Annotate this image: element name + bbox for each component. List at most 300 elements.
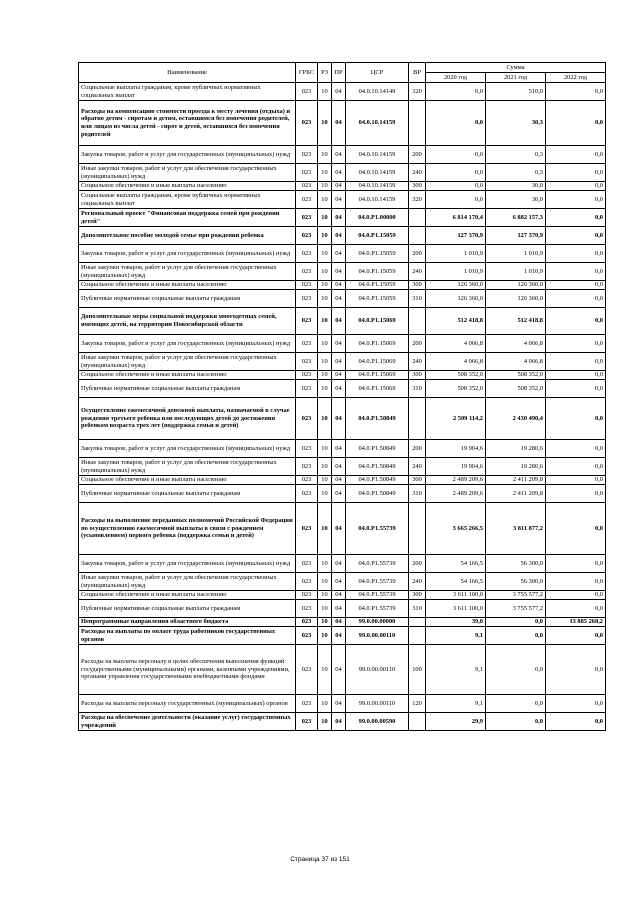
header-rz: РЗ (318, 63, 332, 83)
cell-grbs: 023 (296, 618, 318, 627)
cell-2022: 0,0 (546, 627, 606, 645)
cell-pr: 04 (332, 476, 346, 485)
table-row (79, 101, 606, 146)
cell-vr (409, 627, 426, 645)
cell-rz: 10 (318, 191, 332, 209)
cell-vr: 300 (409, 281, 426, 290)
header-year-2020: 2020 год (426, 73, 486, 83)
cell-vr (409, 308, 426, 335)
cell-2021: 3 755 577,2 (486, 600, 546, 618)
cell-2022: 0,0 (546, 695, 606, 713)
table-row (79, 164, 606, 182)
cell-grbs: 023 (296, 555, 318, 573)
cell-csr: 04.0.P1.55739 (346, 573, 409, 591)
table-row (79, 281, 606, 290)
cell-2021: 0,0 (486, 713, 546, 731)
cell-2022: 0,0 (546, 182, 606, 191)
cell-vr: 310 (409, 485, 426, 503)
header-csr: ЦСР (346, 63, 409, 83)
cell-csr: 04.0.10.14159 (346, 191, 409, 209)
cell-csr: 04.0.P1.15059 (346, 290, 409, 308)
cell-2021: 1 010,9 (486, 245, 546, 263)
table-row (79, 713, 606, 731)
cell-pr: 04 (332, 101, 346, 146)
cell-rz: 10 (318, 591, 332, 600)
table-row (79, 182, 606, 191)
cell-2020: 127 370,9 (426, 227, 486, 245)
cell-2020: 9,1 (426, 695, 486, 713)
cell-2021: 0,0 (486, 618, 546, 627)
cell-rz: 10 (318, 101, 332, 146)
cell-csr: 04.0.P1.15069 (346, 371, 409, 380)
cell-rz: 10 (318, 573, 332, 591)
cell-grbs: 023 (296, 645, 318, 695)
cell-pr: 04 (332, 573, 346, 591)
cell-rz: 10 (318, 371, 332, 380)
cell-csr: 04.0.P1.55739 (346, 555, 409, 573)
table-row (79, 476, 606, 485)
cell-name: Осуществление ежемесячной денежной выплаты, назначаемой в случае рождения третьего ребенка или последующих детей до достижения ребенком возраста трех лет (поддержка семьи и детей) (79, 398, 296, 440)
cell-rz: 10 (318, 713, 332, 731)
table-row (79, 308, 606, 335)
cell-2020: 0,0 (426, 191, 486, 209)
cell-pr: 04 (332, 353, 346, 371)
cell-pr: 04 (332, 290, 346, 308)
cell-grbs: 023 (296, 380, 318, 398)
cell-name: Дополнительные меры социальной поддержки многодетных семей, имеющих детей, на территории Новосибирской области (79, 308, 296, 335)
cell-name: Закупка товаров, работ и услуг для государственных (муниципальных) нужд (79, 335, 296, 353)
cell-pr: 04 (332, 600, 346, 618)
page-number: Страница 37 из 151 (290, 856, 350, 863)
cell-2022: 0,0 (546, 146, 606, 164)
cell-rz: 10 (318, 398, 332, 440)
cell-name: Закупка товаров, работ и услуг для государственных (муниципальных) нужд (79, 146, 296, 164)
cell-name: Закупка товаров, работ и услуг для государственных (муниципальных) нужд (79, 440, 296, 458)
cell-2022: 0,0 (546, 263, 606, 281)
cell-pr: 04 (332, 146, 346, 164)
cell-2020: 39,0 (426, 618, 486, 627)
table-row (79, 83, 606, 101)
cell-name: Иные закупки товаров, работ и услуг для обеспечения государственных (муниципальных) нужд (79, 573, 296, 591)
table-row (79, 398, 606, 440)
cell-2021: 508 352,0 (486, 371, 546, 380)
cell-csr: 04.0.P1.15069 (346, 380, 409, 398)
table-row (79, 485, 606, 503)
cell-rz: 10 (318, 600, 332, 618)
cell-grbs: 023 (296, 263, 318, 281)
cell-pr: 04 (332, 695, 346, 713)
cell-2020: 2 509 114,2 (426, 398, 486, 440)
cell-csr: 04.0.10.14159 (346, 101, 409, 146)
cell-2021: 3 811 877,2 (486, 503, 546, 555)
cell-rz: 10 (318, 335, 332, 353)
header-year-2021: 2021 год (486, 73, 546, 83)
table-row (79, 227, 606, 245)
cell-csr: 99.0.00.00110 (346, 627, 409, 645)
cell-csr: 04.0.P1.50849 (346, 476, 409, 485)
cell-2022: 0,0 (546, 591, 606, 600)
cell-grbs: 023 (296, 83, 318, 101)
cell-2020: 1 010,9 (426, 263, 486, 281)
cell-2020: 6 814 170,4 (426, 209, 486, 227)
cell-name: Иные закупки товаров, работ и услуг для обеспечения государственных (муниципальных) нужд (79, 164, 296, 182)
cell-2021: 2 411 209,8 (486, 485, 546, 503)
cell-2021: 30,0 (486, 191, 546, 209)
cell-pr: 04 (332, 245, 346, 263)
cell-grbs: 023 (296, 290, 318, 308)
cell-grbs: 023 (296, 371, 318, 380)
cell-pr: 04 (332, 308, 346, 335)
cell-rz: 10 (318, 308, 332, 335)
cell-2022: 0,0 (546, 485, 606, 503)
table-row (79, 458, 606, 476)
cell-rz: 10 (318, 627, 332, 645)
cell-grbs: 023 (296, 164, 318, 182)
cell-2022: 0,0 (546, 555, 606, 573)
table-row (79, 146, 606, 164)
cell-pr: 04 (332, 440, 346, 458)
cell-grbs: 023 (296, 458, 318, 476)
table-row (79, 645, 606, 695)
cell-vr: 240 (409, 164, 426, 182)
cell-2020: 2 489 209,6 (426, 485, 486, 503)
cell-rz: 10 (318, 440, 332, 458)
cell-2022: 0,0 (546, 101, 606, 146)
cell-vr: 240 (409, 353, 426, 371)
cell-name: Дополнительное пособие молодой семье при рождении ребенка (79, 227, 296, 245)
cell-grbs: 023 (296, 308, 318, 335)
cell-pr: 04 (332, 227, 346, 245)
header-name: Наименование (79, 63, 296, 83)
cell-rz: 10 (318, 485, 332, 503)
cell-pr: 04 (332, 618, 346, 627)
cell-2021: 126 360,0 (486, 290, 546, 308)
cell-2021: 19 280,6 (486, 458, 546, 476)
cell-vr (409, 209, 426, 227)
cell-vr: 200 (409, 245, 426, 263)
cell-csr: 99.0.00.00590 (346, 713, 409, 731)
cell-2022: 0,0 (546, 645, 606, 695)
cell-2020: 512 418,8 (426, 308, 486, 335)
table-row (79, 371, 606, 380)
cell-2022: 0,0 (546, 83, 606, 101)
cell-vr: 300 (409, 476, 426, 485)
cell-pr: 04 (332, 281, 346, 290)
cell-csr: 04.0.P1.50849 (346, 440, 409, 458)
cell-grbs: 023 (296, 182, 318, 191)
cell-pr: 04 (332, 335, 346, 353)
cell-2021: 6 882 157,3 (486, 209, 546, 227)
cell-2021: 126 360,0 (486, 281, 546, 290)
table-row (79, 380, 606, 398)
cell-pr: 04 (332, 713, 346, 731)
cell-name: Социальные выплаты гражданам, кроме публичных нормативных социальных выплат (79, 83, 296, 101)
cell-csr: 04.0.P1.15059 (346, 281, 409, 290)
cell-2021: 30,0 (486, 182, 546, 191)
cell-pr: 04 (332, 398, 346, 440)
cell-name: Расходы на выполнение переданных полномочий Российской Федерации по осуществлению ежемесячной выплаты в связи с рождением (усыновлением) первого ребенка (поддержка семьи и детей) (79, 503, 296, 555)
cell-vr: 300 (409, 591, 426, 600)
cell-2022: 0,0 (546, 209, 606, 227)
cell-rz: 10 (318, 164, 332, 182)
cell-grbs: 023 (296, 209, 318, 227)
cell-rz: 10 (318, 182, 332, 191)
cell-name: Расходы на выплаты по оплате труда работников государственных органов (79, 627, 296, 645)
cell-pr: 04 (332, 591, 346, 600)
cell-vr: 200 (409, 146, 426, 164)
cell-2022: 0,0 (546, 371, 606, 380)
table-row (79, 263, 606, 281)
cell-name: Социальные выплаты гражданам, кроме публичных нормативных социальных выплат (79, 191, 296, 209)
cell-2021: 0,3 (486, 164, 546, 182)
cell-grbs: 023 (296, 227, 318, 245)
cell-csr: 04.0.P1.00000 (346, 209, 409, 227)
cell-name: Публичные нормативные социальные выплаты гражданам (79, 290, 296, 308)
cell-pr: 04 (332, 164, 346, 182)
cell-2022: 0,0 (546, 245, 606, 263)
cell-name: Иные закупки товаров, работ и услуг для обеспечения государственных (муниципальных) нужд (79, 263, 296, 281)
cell-2022: 0,0 (546, 227, 606, 245)
cell-2022: 0,0 (546, 191, 606, 209)
cell-csr: 04.0.P1.55739 (346, 600, 409, 618)
cell-vr (409, 503, 426, 555)
table-row (79, 591, 606, 600)
cell-vr: 300 (409, 371, 426, 380)
table-row (79, 503, 606, 555)
cell-grbs: 023 (296, 191, 318, 209)
cell-vr: 320 (409, 191, 426, 209)
cell-2021: 19 280,6 (486, 440, 546, 458)
cell-rz: 10 (318, 476, 332, 485)
cell-grbs: 023 (296, 503, 318, 555)
table-header (79, 63, 606, 83)
cell-2022: 0,0 (546, 380, 606, 398)
cell-pr: 04 (332, 503, 346, 555)
cell-pr: 04 (332, 83, 346, 101)
cell-csr: 04.0.10.14149 (346, 83, 409, 101)
cell-csr: 04.0.10.14159 (346, 182, 409, 191)
header-year-2022: 2022 год (546, 73, 606, 83)
cell-pr: 04 (332, 263, 346, 281)
cell-rz: 10 (318, 263, 332, 281)
cell-2021: 510,0 (486, 83, 546, 101)
cell-vr: 200 (409, 440, 426, 458)
cell-2022: 0,0 (546, 281, 606, 290)
table-row (79, 440, 606, 458)
cell-2020: 4 066,8 (426, 353, 486, 371)
cell-rz: 10 (318, 645, 332, 695)
cell-2022: 0,0 (546, 476, 606, 485)
cell-pr: 04 (332, 371, 346, 380)
cell-rz: 10 (318, 503, 332, 555)
cell-2020: 3 665 266,5 (426, 503, 486, 555)
cell-vr (409, 398, 426, 440)
cell-rz: 10 (318, 227, 332, 245)
cell-2021: 0,3 (486, 146, 546, 164)
cell-grbs: 023 (296, 485, 318, 503)
cell-csr: 04.0.P1.50849 (346, 398, 409, 440)
cell-2022: 0,0 (546, 458, 606, 476)
table-row (79, 695, 606, 713)
cell-grbs: 023 (296, 600, 318, 618)
cell-2020: 4 066,8 (426, 335, 486, 353)
cell-2022: 0,0 (546, 600, 606, 618)
cell-vr: 240 (409, 458, 426, 476)
cell-vr: 300 (409, 182, 426, 191)
table-row (79, 245, 606, 263)
cell-grbs: 023 (296, 353, 318, 371)
cell-2021: 508 352,0 (486, 380, 546, 398)
cell-csr: 99.0.00.00110 (346, 695, 409, 713)
cell-rz: 10 (318, 555, 332, 573)
cell-2022: 0,0 (546, 503, 606, 555)
cell-name: Закупка товаров, работ и услуг для государственных (муниципальных) нужд (79, 555, 296, 573)
cell-vr: 310 (409, 600, 426, 618)
cell-2020: 2 489 209,6 (426, 476, 486, 485)
cell-vr: 200 (409, 335, 426, 353)
cell-rz: 10 (318, 695, 332, 713)
cell-pr: 04 (332, 627, 346, 645)
cell-2022: 13 885 268,2 (546, 618, 606, 627)
cell-name: Иные закупки товаров, работ и услуг для обеспечения государственных (муниципальных) нужд (79, 458, 296, 476)
cell-name: Публичные нормативные социальные выплаты гражданам (79, 600, 296, 618)
cell-2020: 0,0 (426, 182, 486, 191)
cell-2021: 0,0 (486, 645, 546, 695)
cell-csr: 99.0.00.00110 (346, 645, 409, 695)
cell-grbs: 023 (296, 573, 318, 591)
cell-vr: 320 (409, 83, 426, 101)
cell-2020: 0,0 (426, 146, 486, 164)
table-row (79, 353, 606, 371)
cell-2021: 2 411 209,8 (486, 476, 546, 485)
cell-2021: 3 755 577,2 (486, 591, 546, 600)
cell-grbs: 023 (296, 695, 318, 713)
table-row (79, 555, 606, 573)
cell-pr: 04 (332, 458, 346, 476)
cell-grbs: 023 (296, 627, 318, 645)
cell-2022: 0,0 (546, 335, 606, 353)
cell-csr: 04.0.10.14159 (346, 164, 409, 182)
cell-rz: 10 (318, 458, 332, 476)
cell-pr: 04 (332, 555, 346, 573)
table-row (79, 618, 606, 627)
cell-2020: 19 904,6 (426, 440, 486, 458)
cell-2021: 0,0 (486, 695, 546, 713)
cell-vr (409, 227, 426, 245)
cell-grbs: 023 (296, 245, 318, 263)
cell-pr: 04 (332, 645, 346, 695)
cell-2022: 0,0 (546, 398, 606, 440)
cell-csr: 99.0.00.00000 (346, 618, 409, 627)
cell-pr: 04 (332, 209, 346, 227)
cell-pr: 04 (332, 191, 346, 209)
table-row (79, 573, 606, 591)
cell-2020: 0,0 (426, 164, 486, 182)
cell-2022: 0,0 (546, 290, 606, 308)
cell-2022: 0,0 (546, 308, 606, 335)
cell-rz: 10 (318, 380, 332, 398)
cell-pr: 04 (332, 485, 346, 503)
cell-vr: 240 (409, 263, 426, 281)
cell-2022: 0,0 (546, 573, 606, 591)
cell-vr (409, 618, 426, 627)
cell-2021: 127 370,9 (486, 227, 546, 245)
header-vr: ВР (409, 63, 426, 83)
cell-rz: 10 (318, 83, 332, 101)
cell-2021: 56 300,0 (486, 555, 546, 573)
table-row (79, 209, 606, 227)
cell-vr: 310 (409, 290, 426, 308)
cell-2020: 1 010,9 (426, 245, 486, 263)
cell-name: Социальное обеспечение и иные выплаты населению (79, 371, 296, 380)
cell-2020: 0,0 (426, 101, 486, 146)
cell-name: Публичные нормативные социальные выплаты гражданам (79, 380, 296, 398)
cell-grbs: 023 (296, 101, 318, 146)
header-grbs: ГРБС (296, 63, 318, 83)
cell-2022: 0,0 (546, 713, 606, 731)
cell-csr: 04.0.P1.15069 (346, 335, 409, 353)
cell-2022: 0,0 (546, 440, 606, 458)
cell-name: Социальное обеспечение и иные выплаты населению (79, 182, 296, 191)
cell-2021: 512 418,8 (486, 308, 546, 335)
cell-2020: 54 166,5 (426, 573, 486, 591)
cell-csr: 04.0.P1.55739 (346, 503, 409, 555)
cell-grbs: 023 (296, 398, 318, 440)
cell-csr: 04.0.P1.15069 (346, 353, 409, 371)
cell-grbs: 023 (296, 281, 318, 290)
cell-name: Расходы на компенсацию стоимости проезда к месту лечения (отдыха) и обратно детям - сиротам и детям, оставшимся без попечения родителей, или лицам из числа детей - сирот и детей, оставшихся без попечения родителей (79, 101, 296, 146)
cell-grbs: 023 (296, 591, 318, 600)
cell-name: Непрограммные направления областного бюджета (79, 618, 296, 627)
cell-grbs: 023 (296, 335, 318, 353)
cell-csr: 04.0.P1.50849 (346, 458, 409, 476)
table-row (79, 191, 606, 209)
cell-rz: 10 (318, 353, 332, 371)
header-pr: ПР (332, 63, 346, 83)
cell-2021: 4 066,8 (486, 335, 546, 353)
cell-2021: 2 430 490,4 (486, 398, 546, 440)
cell-2021: 30,3 (486, 101, 546, 146)
cell-name: Социальное обеспечение и иные выплаты населению (79, 281, 296, 290)
cell-2022: 0,0 (546, 353, 606, 371)
table-body (79, 83, 606, 731)
cell-2021: 0,0 (486, 627, 546, 645)
cell-csr: 04.0.P1.15059 (346, 227, 409, 245)
cell-2020: 19 904,6 (426, 458, 486, 476)
cell-2020: 29,9 (426, 713, 486, 731)
cell-csr: 04.0.P1.15059 (346, 245, 409, 263)
cell-2020: 9,1 (426, 645, 486, 695)
cell-name: Расходы на выплаты персоналу государственных (муниципальных) органов (79, 695, 296, 713)
cell-rz: 10 (318, 618, 332, 627)
cell-name: Закупка товаров, работ и услуг для государственных (муниципальных) нужд (79, 245, 296, 263)
cell-2021: 4 066,8 (486, 353, 546, 371)
cell-2020: 126 360,0 (426, 290, 486, 308)
cell-2020: 508 352,0 (426, 380, 486, 398)
cell-grbs: 023 (296, 476, 318, 485)
cell-2020: 0,0 (426, 83, 486, 101)
table-row (79, 600, 606, 618)
cell-grbs: 023 (296, 440, 318, 458)
cell-2020: 126 360,0 (426, 281, 486, 290)
cell-2020: 508 352,0 (426, 371, 486, 380)
cell-rz: 10 (318, 209, 332, 227)
cell-2020: 3 611 100,0 (426, 591, 486, 600)
cell-2021: 1 010,9 (486, 263, 546, 281)
cell-2022: 0,0 (546, 164, 606, 182)
cell-vr (409, 101, 426, 146)
cell-csr: 04.0.10.14159 (346, 146, 409, 164)
